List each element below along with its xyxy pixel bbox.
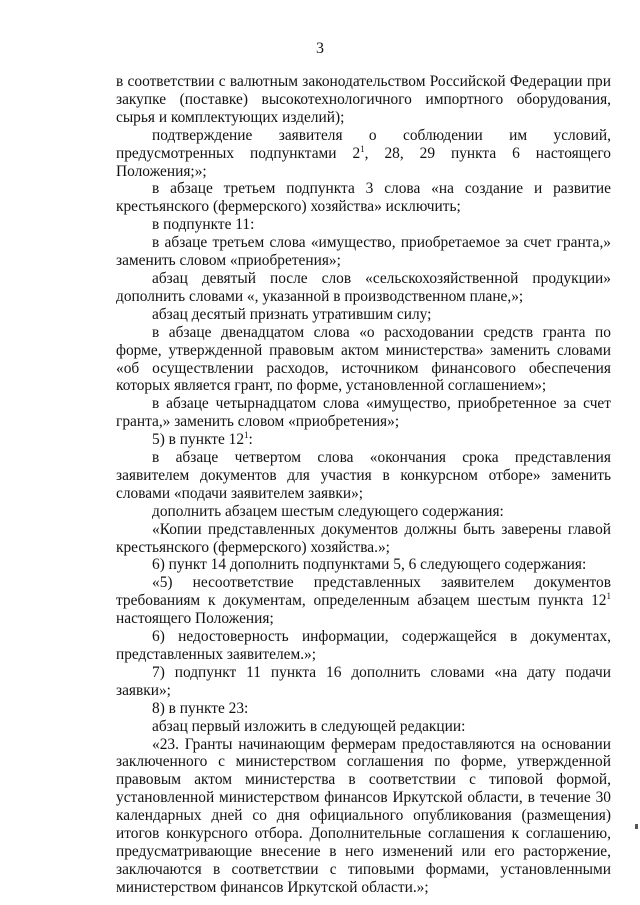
- paragraph: 8) в пункте 23:: [152, 699, 249, 717]
- paragraph-text: «5) несоответствие представленных заявителем документов требованиям к документам, определенным абзацем шестым пункта 12: [116, 574, 611, 610]
- paragraph: 6) пункт 14 дополнить подпунктами 5, 6 следующего содержания:: [152, 556, 587, 574]
- paragraph-text: подтверждение заявителя о соблюдении им условий, предусмотренных подпунктами 2: [116, 126, 611, 162]
- paragraph: 6) недостоверность информации, содержащейся в документах, представленных заявителем.»;: [116, 628, 611, 663]
- paragraph: в абзаце четырнадцатом слова «имущество, приобретенное за счет гранта,» заменить словом «приобретения»;: [116, 395, 611, 431]
- superscript: 1: [360, 143, 365, 154]
- document-body: [116, 73, 611, 897]
- paragraph: в абзаце третьем подпункта 3 слова «на создание и развитие крестьянского (фермерского) хозяйства» исключить;: [116, 180, 611, 216]
- paragraph: в абзаце третьем слова «имущество, приобретаемое за счет гранта,» заменить словом «приобретения»;: [116, 234, 611, 270]
- paragraph: [116, 127, 611, 181]
- paragraph: «23. Гранты начинающим фермерам предоставляются на основании заключенного с министерством соглашения по форме, утвержденной правовым актом министерства в соответствии с типовой формой, установленной министерством финансов Иркутской области, в течение 30 календарных дней со дня официального опубликования (размещения) итогов конкурсного отбора. Дополнительные соглашения к соглашению, предусматривающие внесение в него изменений или его расторжение, заключаются в соответствии с типовыми формами, установленными министерством финансов Иркутской области.»;: [116, 735, 611, 896]
- scan-artifact: [635, 824, 638, 829]
- paragraph: абзац десятый признать утратившим силу;: [152, 305, 432, 323]
- paragraph: дополнить абзацем шестым следующего содержания:: [152, 502, 504, 520]
- paragraph: абзац первый изложить в следующей редакции:: [152, 717, 466, 735]
- paragraph: «Копии представленных документов должны быть заверены главой крестьянского (фермерского) хозяйства.»;: [116, 520, 611, 556]
- paragraph: в соответствии с валютным законодательством Российской Федерации при закупке (поставке) высокотехнологичного импортного оборудования, сырья и комплектующих изделий);: [116, 73, 611, 126]
- page-number: 3: [316, 40, 324, 57]
- paragraph-text: настоящего Положения;: [116, 610, 274, 628]
- superscript: 1: [244, 430, 249, 441]
- paragraph: 7) подпункт 11 пункта 16 дополнить словами «на дату подачи заявки»;: [116, 663, 611, 699]
- paragraph: в абзаце четвертом слова «окончания срока представления заявителем документов для участия в конкурсном отборе» заменить словами «подачи заявителем заявки»;: [116, 449, 611, 502]
- superscript: 1: [606, 591, 611, 602]
- paragraph: [116, 574, 611, 628]
- paragraph-text: :: [248, 431, 253, 449]
- paragraph: в подпункте 11:: [152, 216, 255, 234]
- paragraph: в абзаце двенадцатом слова «о расходовании средств гранта по форме, утвержденной правовым актом министерства» заменить словами «об осуществлении расходов, источником финансового обеспечения которых является грант, по форме, установленной соглашением»;: [116, 323, 611, 395]
- paragraph-text: 5) в пункте 12: [152, 431, 245, 449]
- paragraph: абзац девятый после слов «сельскохозяйственной продукции» дополнить словами «, указанной в производственном плане,»;: [116, 269, 611, 305]
- paragraph-text: , 28, 29 пункта 6 настоящего Положения;»;: [116, 144, 611, 180]
- paragraph: [116, 431, 611, 449]
